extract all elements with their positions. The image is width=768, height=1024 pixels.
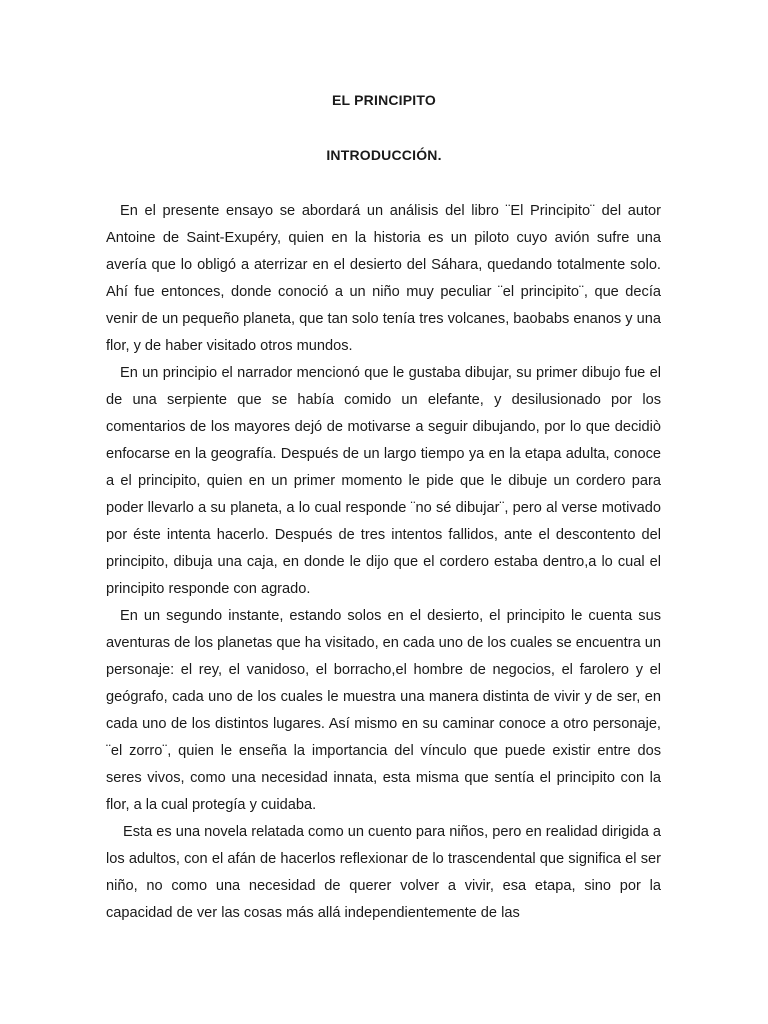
paragraph-1: En el presente ensayo se abordará un análisis del libro ¨El Principito¨ del autor Antoine de Saint-Exupéry, quien en la historia es un piloto cuyo avión sufre una avería que lo obligó a aterrizar en el desierto del Sáhara, quedando totalmente solo. Ahí fue entonces, donde conoció a un niño muy peculiar ¨el principito¨, que decía venir de un pequeño planeta, que tan solo tenía tres volcanes, baobabs enanos y una flor, y de haber visitado otros mundos. (106, 203, 661, 354)
paragraph-4: Esta es una novela relatada como un cuento para niños, pero en realidad dirigida a los adultos, con el afán de hacerlos reflexionar de lo trascendental que significa el ser niño, no como una necesidad de querer volver a vivir, esa etapa, sino por la capacidad de ver las cosas más allá independientemente de las (106, 824, 661, 921)
document-body (106, 198, 661, 927)
section-heading: INTRODUCCIÓN. (326, 147, 442, 163)
document-title: EL PRINCIPITO (332, 92, 436, 108)
paragraph-2: En un principio el narrador mencionó que le gustaba dibujar, su primer dibujo fue el de una serpiente que se había comido un elefante, y desilusionado por los comentarios de los mayores dejó de motivarse a seguir dibujando, por lo que decidiò enfocarse en la geografía. Después de un largo tiempo ya en la etapa adulta, conoce a el principito, quien en un primer momento le pide que le dibuje un cordero para poder llevarlo a su planeta, a lo cual responde ¨no sé dibujar¨, pero al verse motivado por éste intenta hacerlo. Después de tres intentos fallidos, ante el descontento del principito, dibuja una caja, en donde le dijo que el cordero estaba dentro,a lo cual el principito responde con agrado. (106, 365, 661, 597)
paragraph-3: En un segundo instante, estando solos en el desierto, el principito le cuenta sus aventuras de los planetas que ha visitado, en cada uno de los cuales se encuentra un personaje: el rey, el vanidoso, el borracho,el hombre de negocios, el farolero y el geógrafo, cada uno de los cuales le muestra una manera distinta de vivir y de ser, en cada uno de los distintos lugares. Así mismo en su caminar conoce a otro personaje, ¨el zorro¨, quien le enseña la importancia del vínculo que puede existir entre dos seres vivos, como una necesidad innata, esta misma que sentía el principito con la flor, a la cual protegía y cuidaba. (106, 608, 661, 813)
